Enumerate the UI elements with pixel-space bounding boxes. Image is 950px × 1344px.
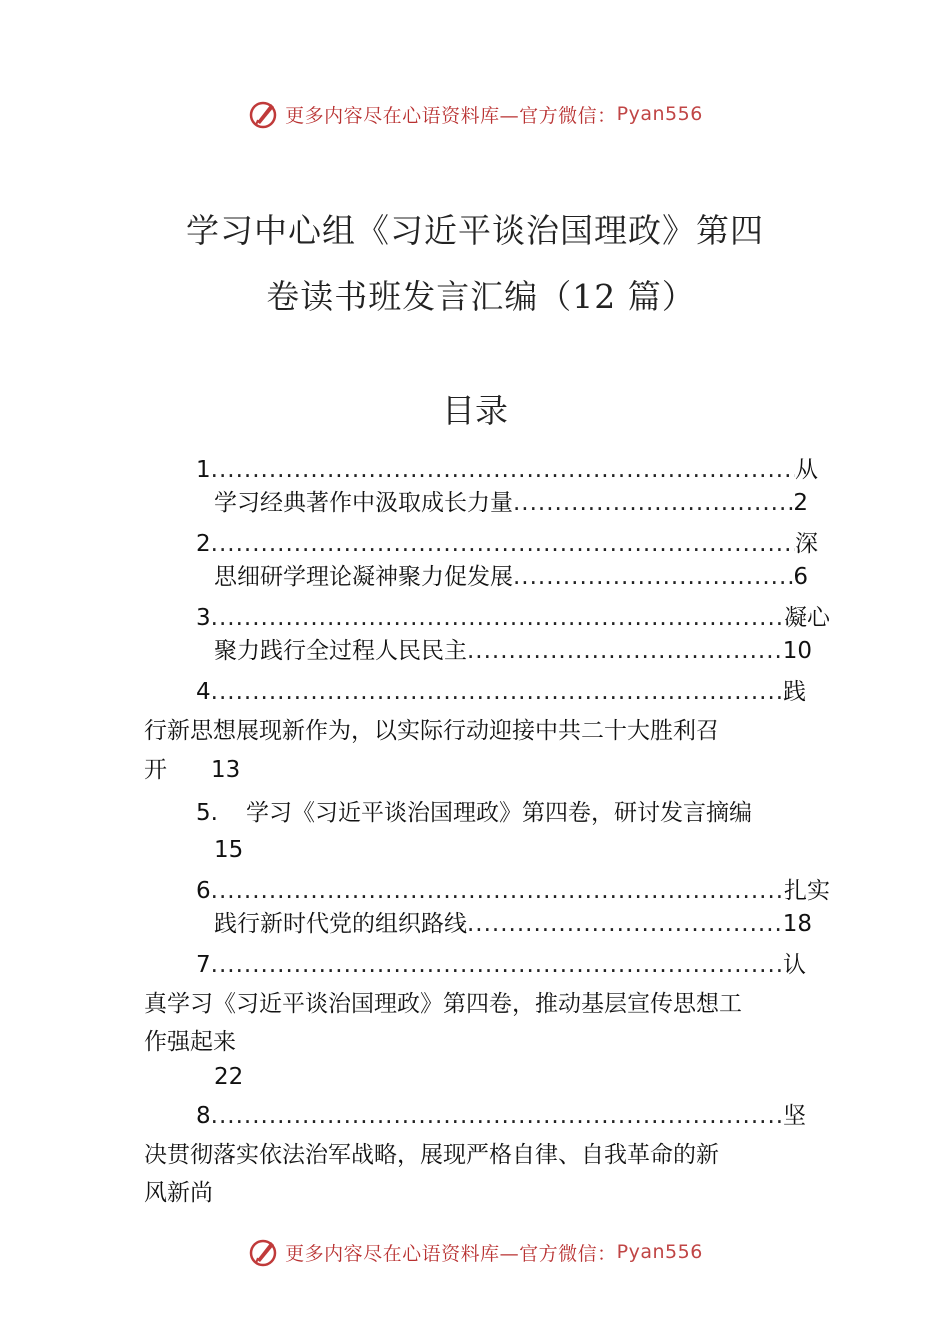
toc-entry-6-line2[interactable]: 践行新时代党的组织路线 ..... 18: [214, 909, 812, 939]
quill-logo-icon: [247, 98, 279, 130]
toc-entry-7-line1[interactable]: 7 ..... 认: [196, 950, 806, 980]
watermark-header: [0, 96, 950, 132]
toc-entry-7-line2[interactable]: 真学习《习近平谈治国理政》第四卷，推动基层宣传思想工: [144, 991, 742, 1017]
toc-entry-4-line3[interactable]: 开 13: [144, 757, 241, 783]
toc-entry-1-line2[interactable]: 学习经典著作中汲取成长力量 ..... 2: [214, 488, 808, 518]
toc-entry-4-line2[interactable]: 行新思想展现新作为，以实际行动迎接中共二十大胜利召: [144, 718, 719, 744]
watermark-text: 更多内容尽在心语资料库—官方微信：: [285, 1242, 617, 1265]
quill-logo-icon: [247, 1236, 279, 1268]
toc-entry-2-line2[interactable]: 思细研学理论凝神聚力促发展 ..... 6: [214, 562, 808, 592]
toc-entry-1-line1[interactable]: 1 ..... 从: [196, 455, 818, 485]
watermark-text: 更多内容尽在心语资料库—官方微信：: [285, 104, 617, 127]
toc-entry-7-line3[interactable]: 作强起来: [144, 1029, 236, 1055]
toc-entry-6-line1[interactable]: 6 ..... 扎实: [196, 876, 830, 906]
toc-entry-8-line2[interactable]: 决贯彻落实依法治军战略，展现严格自律、自我革命的新: [144, 1142, 719, 1168]
toc-entry-2-line1[interactable]: 2 ..... 深: [196, 529, 818, 559]
watermark-wechat-id: Pyan556: [616, 103, 703, 125]
document-title-line1: 学习中心组《习近平谈治国理政》第四: [186, 211, 764, 250]
toc-entry-5-page[interactable]: 15: [214, 837, 244, 863]
toc-entry-4-page: 13: [211, 757, 241, 783]
toc-entry-3-line1[interactable]: 3 ..... 凝心: [196, 603, 830, 633]
toc-entry-3-line2[interactable]: 聚力践行全过程人民民主 ..... 10: [214, 636, 812, 666]
toc-entry-5-line1[interactable]: 5. 学习《习近平谈治国理政》第四卷，研讨发言摘编: [196, 800, 752, 826]
toc-entry-7-page[interactable]: 22: [214, 1064, 244, 1090]
document-title-line2: 卷读书班发言汇编（12 篇）: [266, 277, 696, 316]
watermark-wechat-id: Pyan556: [616, 1241, 703, 1263]
toc-entry-8-line3[interactable]: 风新尚: [144, 1180, 213, 1206]
toc-entry-4-line1[interactable]: 4 ..... 践: [196, 677, 806, 707]
watermark-footer: [0, 1234, 950, 1270]
toc-entry-8-line1[interactable]: 8 ..... 坚: [196, 1101, 806, 1131]
toc-heading: 目录: [442, 391, 508, 430]
